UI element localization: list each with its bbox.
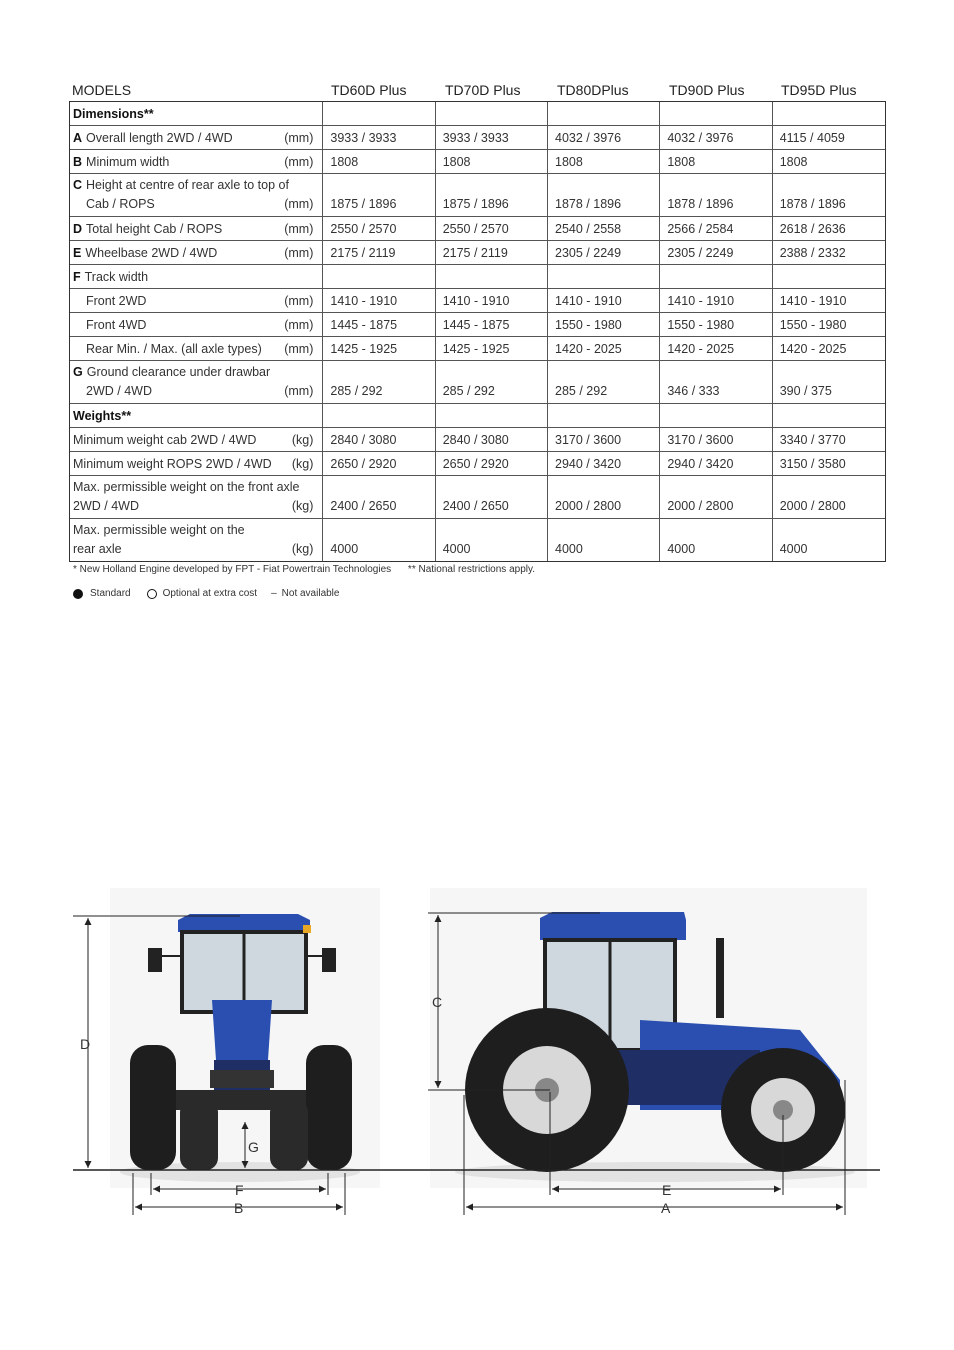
table-cell: 1808 <box>436 150 548 173</box>
table-cell: 1420 - 2025 <box>779 341 847 356</box>
table-row <box>70 360 885 403</box>
table-cell: 1878 / 1896 <box>548 174 660 216</box>
specifications-table <box>69 78 886 562</box>
row-label: Wheelbase 2WD / 4WD <box>85 245 218 260</box>
row-label: Total height Cab / ROPS <box>86 221 223 236</box>
table-cell: 1410 - 1910 <box>548 289 660 312</box>
table-cell: 285 / 292 <box>323 361 435 403</box>
table-cell: 1420 - 2025 <box>660 337 772 360</box>
table-row <box>70 264 885 288</box>
table-cell: 1808 <box>660 150 772 173</box>
row-label: Overall length 2WD / 4WD <box>86 130 233 145</box>
row-letter: C <box>73 178 83 192</box>
table-cell: 4000 <box>548 519 660 561</box>
table-cell: 1808 <box>323 150 435 173</box>
table-cell: 3933 / 3933 <box>436 126 548 149</box>
table-cell: 3150 / 3580 <box>779 456 846 471</box>
models-label: MODELS <box>72 82 132 98</box>
table-cell: 1410 - 1910 <box>323 289 435 312</box>
row-unit: (mm) <box>284 317 314 332</box>
model-td95d: TD95D Plus <box>781 82 857 98</box>
table-cell: 1425 - 1925 <box>436 337 548 360</box>
row-letter: A <box>73 130 83 145</box>
legend <box>73 588 339 599</box>
table-cell: 2305 / 2249 <box>548 241 660 264</box>
dimension-b-label: B <box>234 1200 244 1216</box>
table-cell: 1875 / 1896 <box>436 174 548 216</box>
row-label-line1: Max. permissible weight on the <box>73 523 245 537</box>
row-unit: (mm) <box>284 293 314 308</box>
dimension-e-label: E <box>662 1182 672 1198</box>
row-label-line2: 2WD / 4WD <box>73 499 139 513</box>
table-cell: 390 / 375 <box>779 384 832 398</box>
row-letter: E <box>73 245 82 260</box>
table-row <box>70 312 885 336</box>
row-unit: (mm) <box>284 130 314 145</box>
legend-optional: Optional at extra cost <box>162 588 258 599</box>
table-cell: 2840 / 3080 <box>323 428 435 451</box>
table-cell: 3170 / 3600 <box>548 428 660 451</box>
row-unit: (mm) <box>284 384 314 398</box>
table-cell: 285 / 292 <box>548 361 660 403</box>
table-row <box>70 288 885 312</box>
table-cell: 2175 / 2119 <box>323 241 435 264</box>
open-circle-icon <box>147 589 157 599</box>
spec-grid <box>69 101 886 562</box>
table-cell: 2840 / 3080 <box>436 428 548 451</box>
row-label-line1: Height at centre of rear axle to top of <box>86 178 289 192</box>
tractor-dimension-diagram <box>0 880 954 1220</box>
dimension-d-label: D <box>80 1036 91 1052</box>
row-label: Rear Min. / Max. (all axle types) <box>86 341 262 356</box>
dimension-a-label: A <box>661 1200 671 1216</box>
table-cell: 4032 / 3976 <box>548 126 660 149</box>
table-cell: 4032 / 3976 <box>660 126 772 149</box>
table-cell: 2940 / 3420 <box>660 452 772 475</box>
row-label-line2: rear axle <box>73 542 122 556</box>
footnote-line <box>73 564 535 575</box>
table-cell: 2305 / 2249 <box>660 241 772 264</box>
row-unit: (kg) <box>291 499 314 513</box>
row-label: Minimum width <box>86 154 170 169</box>
model-td70d: TD70D Plus <box>445 82 521 98</box>
legend-not-available: Not available <box>281 588 340 599</box>
row-unit: (kg) <box>291 432 314 447</box>
section-dimensions-title: Dimensions** <box>73 106 154 121</box>
table-cell: 4000 <box>436 519 548 561</box>
table-cell: 1878 / 1896 <box>779 197 846 211</box>
table-cell: 2540 / 2558 <box>548 217 660 240</box>
row-letter: G <box>73 365 83 379</box>
table-cell: 2400 / 2650 <box>436 476 548 518</box>
filled-circle-icon <box>73 589 83 599</box>
row-unit: (mm) <box>284 245 314 260</box>
table-cell: 1410 - 1910 <box>779 293 847 308</box>
legend-standard: Standard <box>90 588 131 599</box>
table-row <box>70 173 885 216</box>
table-cell: 1425 - 1925 <box>323 337 435 360</box>
table-row <box>70 336 885 360</box>
table-cell: 1410 - 1910 <box>436 289 548 312</box>
row-unit: (kg) <box>291 542 314 556</box>
table-row <box>70 240 885 264</box>
row-label: Minimum weight cab 2WD / 4WD <box>73 432 257 447</box>
table-cell: 3170 / 3600 <box>660 428 772 451</box>
table-row <box>70 216 885 240</box>
row-label: Front 2WD <box>86 293 147 308</box>
table-row <box>70 125 885 149</box>
table-cell: 2650 / 2920 <box>436 452 548 475</box>
footnote-engine: * New Holland Engine developed by FPT - Fiat Powertrain Technologies <box>73 564 392 575</box>
row-unit: (mm) <box>284 341 314 356</box>
table-cell: 1550 - 1980 <box>548 313 660 336</box>
dash-icon: – <box>271 588 277 599</box>
model-td80d: TD80DPlus <box>557 82 629 98</box>
table-cell: 2550 / 2570 <box>323 217 435 240</box>
row-letter: F <box>73 269 81 284</box>
table-cell: 2400 / 2650 <box>323 476 435 518</box>
table-cell: 4000 <box>779 542 808 556</box>
table-cell: 2550 / 2570 <box>436 217 548 240</box>
table-cell: 2175 / 2119 <box>436 241 548 264</box>
table-cell: 2000 / 2800 <box>548 476 660 518</box>
side-view-tractor-illustration <box>430 888 867 1188</box>
table-cell: 3340 / 3770 <box>779 432 846 447</box>
row-letter: B <box>73 154 83 169</box>
table-row <box>70 475 885 518</box>
table-cell: 1550 - 1980 <box>660 313 772 336</box>
row-label-line1: Max. permissible weight on the front axle <box>73 480 300 494</box>
table-cell: 4000 <box>660 519 772 561</box>
table-cell: 285 / 292 <box>436 361 548 403</box>
footnote-national: ** National restrictions apply. <box>407 564 536 575</box>
table-cell: 1410 - 1910 <box>660 289 772 312</box>
table-cell: 2618 / 2636 <box>779 221 846 236</box>
table-cell: 2000 / 2800 <box>660 476 772 518</box>
models-header-row <box>69 78 886 101</box>
row-unit: (kg) <box>291 456 314 471</box>
table-cell: 346 / 333 <box>660 361 772 403</box>
dimension-f-label: F <box>235 1182 244 1198</box>
table-cell: 1445 - 1875 <box>323 313 435 336</box>
row-unit: (mm) <box>284 221 314 236</box>
table-cell: 4000 <box>323 519 435 561</box>
table-cell: 3933 / 3933 <box>323 126 435 149</box>
row-label-line1: Ground clearance under drawbar <box>86 365 271 379</box>
section-dimensions-row <box>70 102 885 125</box>
model-td90d: TD90D Plus <box>669 82 745 98</box>
table-cell: 2650 / 2920 <box>323 452 435 475</box>
row-label: Front 4WD <box>86 317 147 332</box>
dimension-g-label: G <box>248 1139 259 1155</box>
row-label: Minimum weight ROPS 2WD / 4WD <box>73 456 272 471</box>
table-cell: 2566 / 2584 <box>660 217 772 240</box>
table-cell: 1878 / 1896 <box>660 174 772 216</box>
table-cell: 1445 - 1875 <box>436 313 548 336</box>
row-label-line2: 2WD / 4WD <box>86 384 152 398</box>
table-row <box>70 149 885 173</box>
model-td60d: TD60D Plus <box>331 82 407 98</box>
table-row <box>70 451 885 475</box>
table-cell: 2940 / 3420 <box>548 452 660 475</box>
table-cell: 1808 <box>779 154 808 169</box>
row-unit: (mm) <box>284 197 314 211</box>
table-cell: 4115 / 4059 <box>779 130 845 145</box>
section-weights-row <box>70 403 885 427</box>
table-cell: 1550 - 1980 <box>779 317 847 332</box>
row-label: Track width <box>84 269 149 284</box>
table-row <box>70 427 885 451</box>
row-label-line2: Cab / ROPS <box>86 197 155 211</box>
table-cell: 1420 - 2025 <box>548 337 660 360</box>
table-row <box>70 518 885 561</box>
dimension-c-label: C <box>432 994 443 1010</box>
row-letter: D <box>73 221 83 236</box>
table-cell: 1875 / 1896 <box>323 174 435 216</box>
section-weights-title: Weights** <box>73 408 132 423</box>
table-cell: 2388 / 2332 <box>779 245 846 260</box>
table-cell: 1808 <box>548 150 660 173</box>
row-unit: (mm) <box>284 154 314 169</box>
table-cell: 2000 / 2800 <box>779 499 846 513</box>
